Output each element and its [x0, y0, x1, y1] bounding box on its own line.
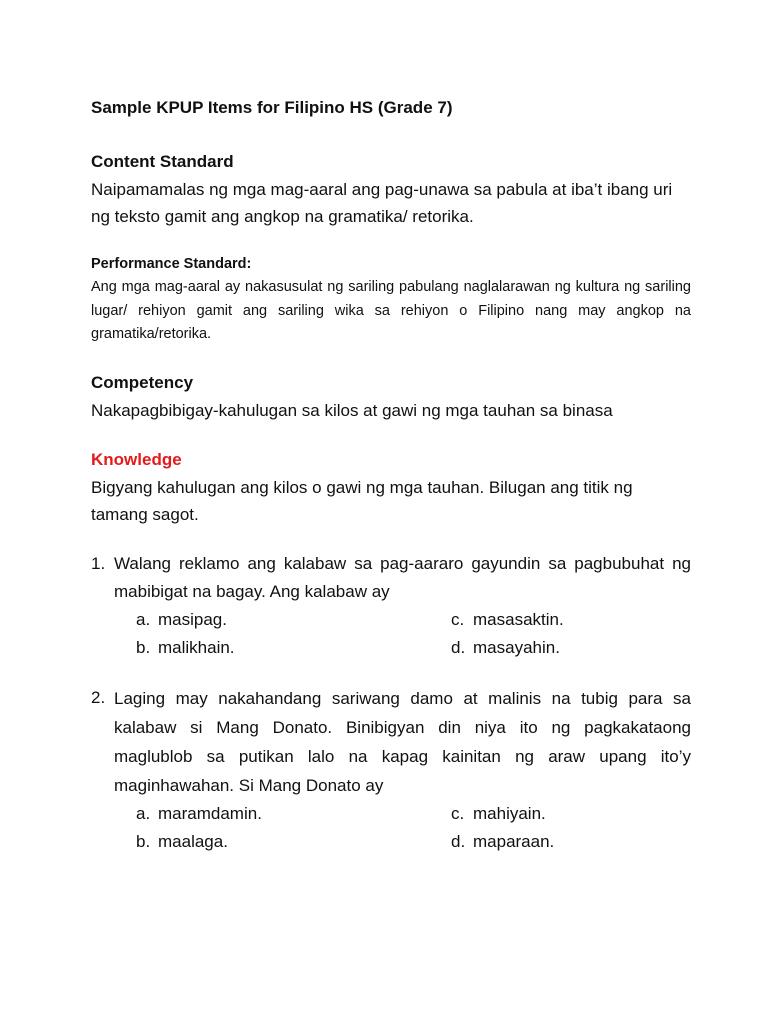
- question-number: 2.: [91, 687, 106, 707]
- document-page: [91, 94, 691, 856]
- choice-letter: a.: [136, 609, 151, 629]
- question-1: [91, 550, 691, 662]
- choice-letter: c.: [451, 609, 465, 629]
- choice-text: masipag.: [158, 609, 227, 629]
- question-number: 1.: [91, 553, 106, 573]
- content-standard-heading: Content Standard: [91, 152, 234, 171]
- competency-heading: Competency: [91, 372, 194, 392]
- choice-text: masasaktin.: [473, 609, 564, 629]
- choice-b[interactable]: [136, 828, 451, 856]
- question-text: Walang reklamo ang kalabaw sa pag-aararo gayundin sa pagbubuhat ng mabibigat na bagay. Ang kalabaw ay: [114, 553, 691, 601]
- knowledge-heading: Knowledge: [91, 449, 182, 469]
- choice-letter: c.: [451, 803, 465, 823]
- choice-letter: d.: [451, 637, 466, 657]
- choice-letter: b.: [136, 637, 151, 657]
- choice-text: masayahin.: [473, 637, 560, 657]
- choice-letter: a.: [136, 803, 151, 823]
- choice-a[interactable]: [136, 800, 451, 828]
- choice-letter: b.: [136, 831, 151, 851]
- choice-c[interactable]: [451, 800, 651, 828]
- choice-text: malikhain.: [158, 637, 235, 657]
- choice-letter: d.: [451, 831, 466, 851]
- choice-d[interactable]: [451, 634, 651, 662]
- document-title: Sample KPUP Items for Filipino HS (Grade 7): [91, 98, 453, 117]
- content-standard-text: Naipamamalas ng mga mag-aaral ang pag-unawa sa pabula at iba’t ibang uri ng teksto gamit ang angkop na gramatika/ retorika.: [91, 180, 673, 226]
- performance-standard-text: Ang mga mag-aaral ay nakasusulat ng sariling pabulang naglalarawan ng kultura ng sariling lugar/ rehiyon gamit ang sariling wika sa rehiyon o Filipino nang may angkop na gramatika/retorika.: [91, 279, 691, 342]
- answer-choices: [136, 800, 691, 856]
- choice-d[interactable]: [451, 828, 651, 856]
- choice-a[interactable]: [136, 606, 451, 634]
- answer-choices: [136, 606, 691, 662]
- choice-text: maramdamin.: [158, 803, 262, 823]
- choice-text: mahiyain.: [473, 803, 546, 823]
- knowledge-instruction: Bigyang kahulugan ang kilos o gawi ng mga tauhan. Bilugan ang titik ng tamang sagot.: [91, 477, 633, 524]
- choice-c[interactable]: [451, 606, 651, 634]
- competency-text: Nakapagbibigay-kahulugan sa kilos at gawi ng mga tauhan sa binasa: [91, 400, 613, 420]
- choice-text: maparaan.: [473, 831, 555, 851]
- choice-b[interactable]: [136, 634, 451, 662]
- question-text: Laging may nakahandang sariwang damo at malinis na tubig para sa kalabaw si Mang Donato. Binibigyan din niya ito ng pagkakataong maglublob sa putikan lalo na kapag kainitan ng araw upang ito’y maginhawahan. Si Mang Donato ay: [114, 688, 691, 795]
- question-2: [91, 684, 691, 856]
- choice-text: maalaga.: [158, 831, 228, 851]
- performance-standard-heading: Performance Standard:: [91, 256, 252, 272]
